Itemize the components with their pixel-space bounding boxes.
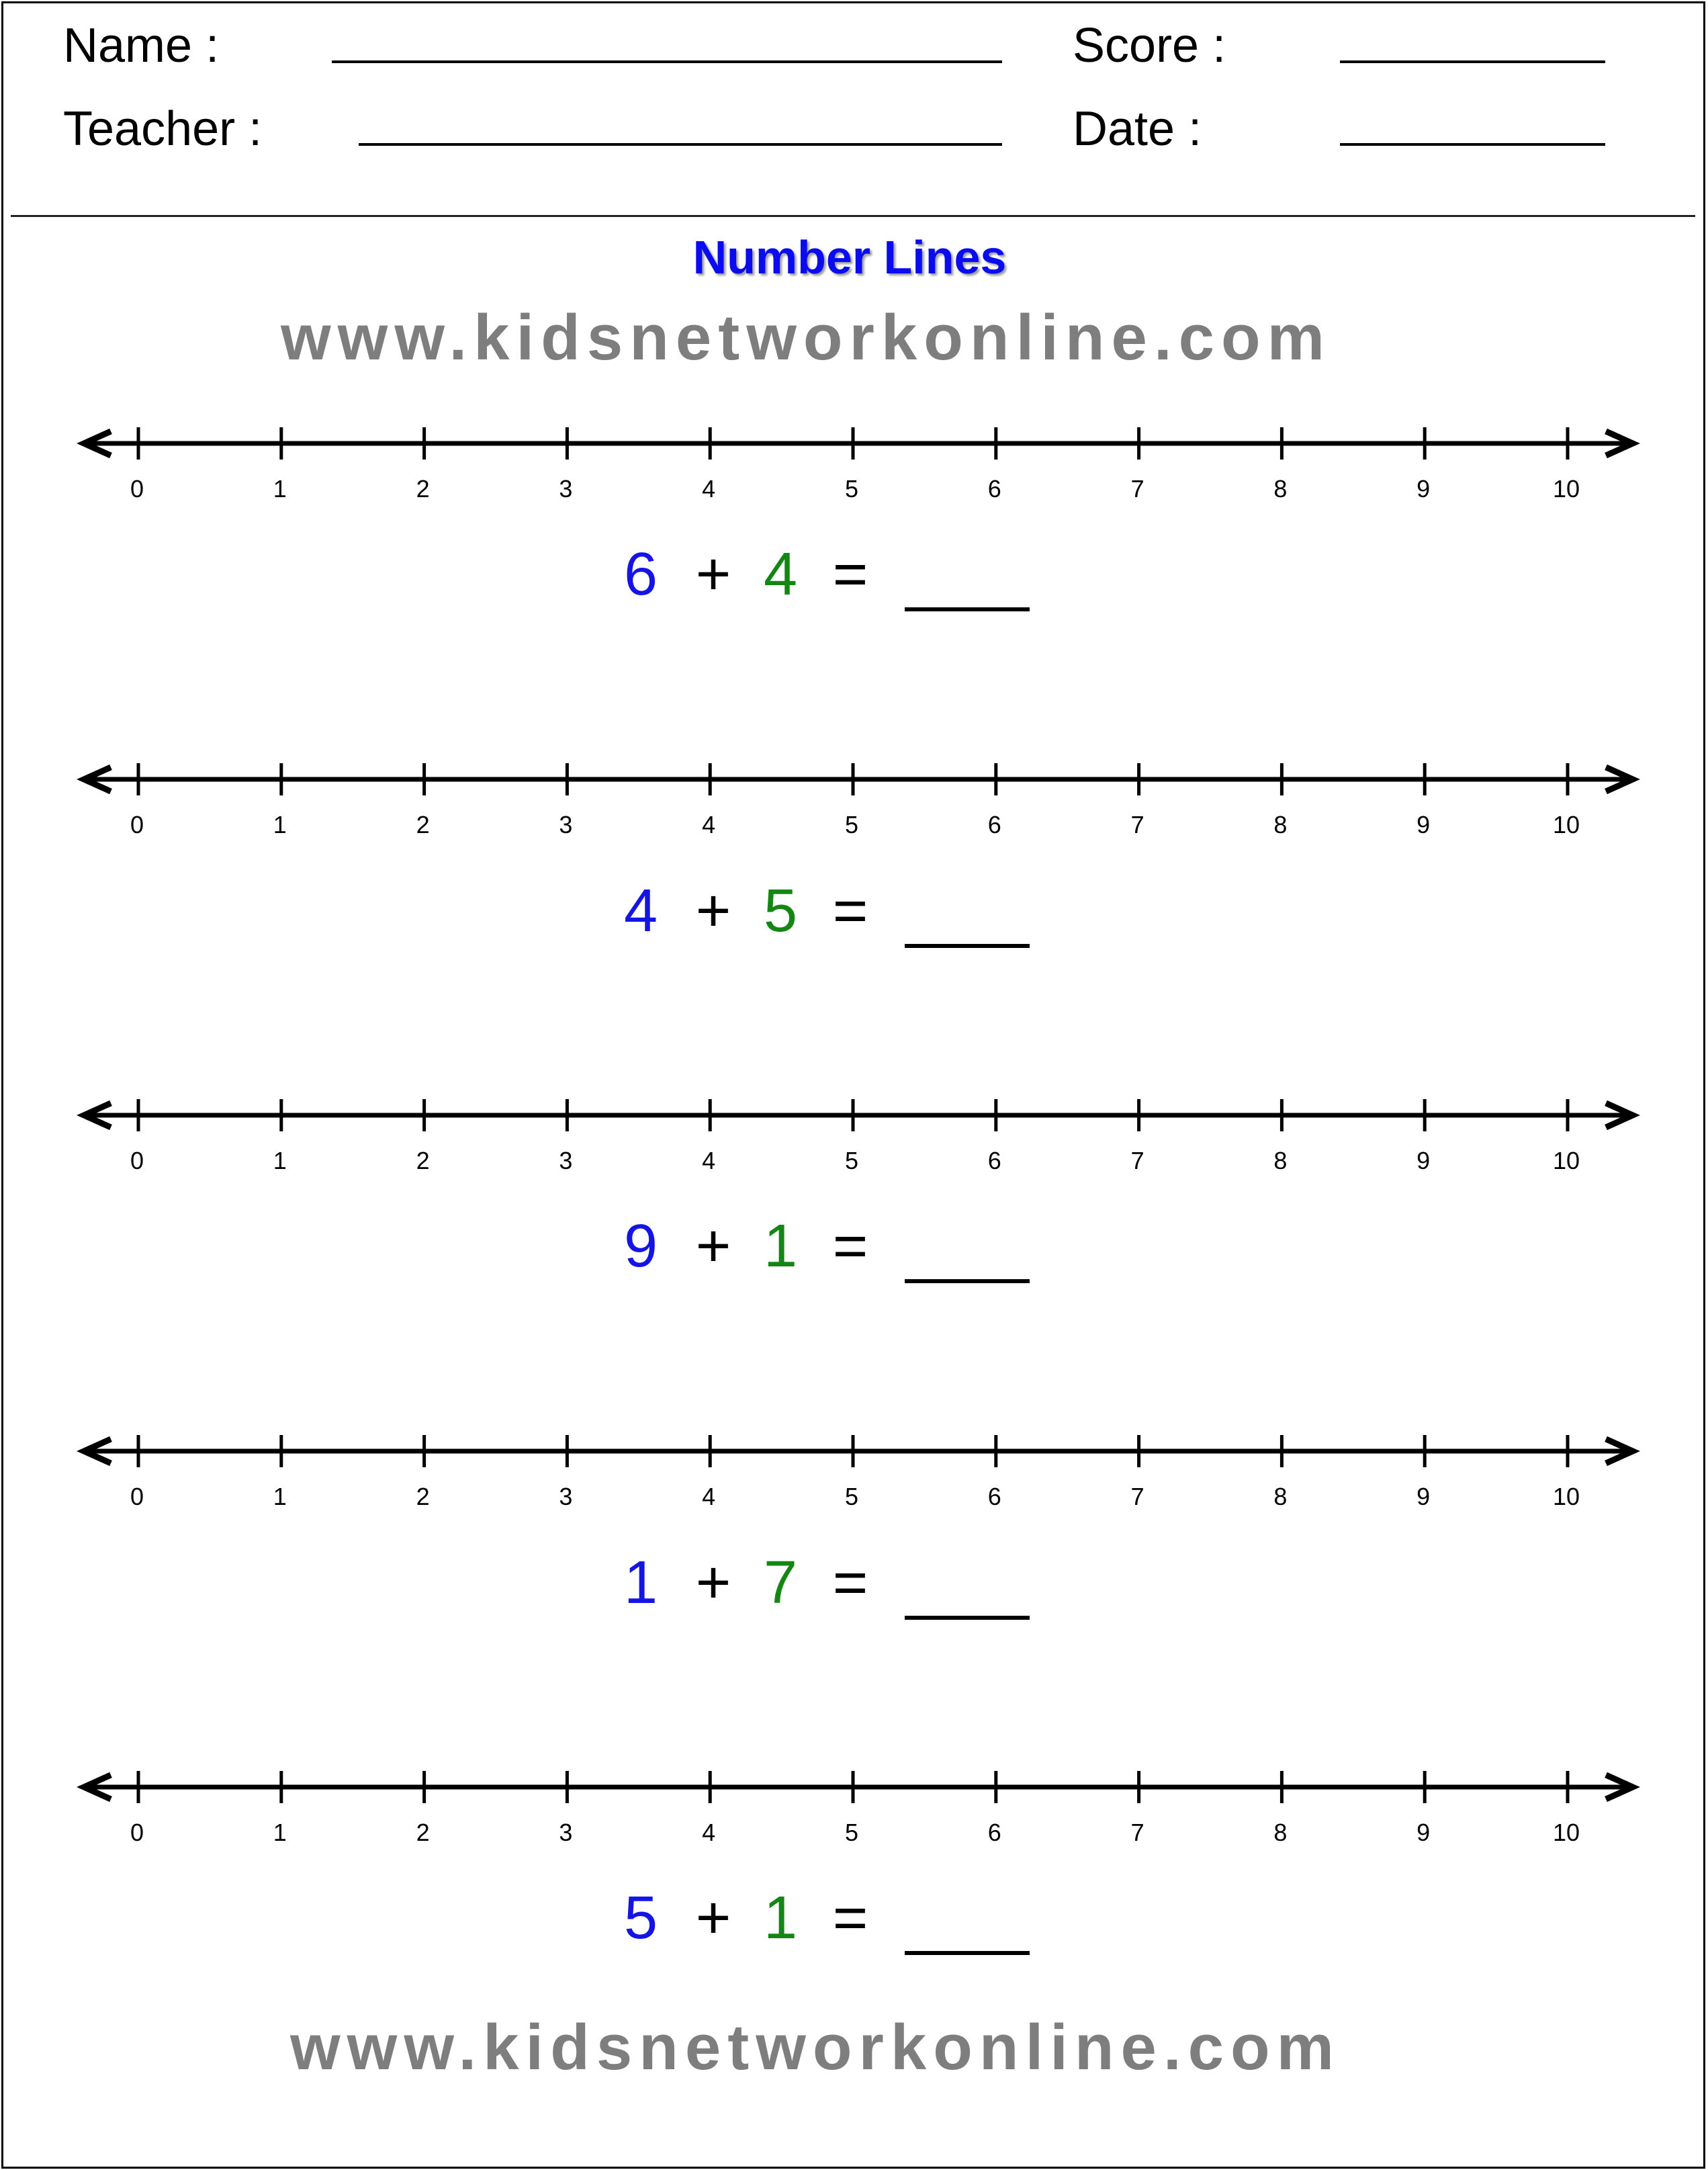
tick-label: 7	[1130, 1819, 1144, 1846]
answer-blank[interactable]	[905, 1616, 1030, 1620]
equals-sign: =	[832, 1213, 868, 1280]
tick-label: 4	[702, 1819, 716, 1846]
tick-label: 2	[416, 475, 430, 503]
tick-label: 0	[130, 811, 144, 838]
addition-problem	[0, 541, 1708, 625]
tick-label: 10	[1552, 1147, 1580, 1174]
tick-label: 0	[130, 1483, 144, 1510]
tick-label: 9	[1417, 1483, 1431, 1510]
tick-label: 1	[273, 1819, 287, 1846]
date-field-line[interactable]	[1340, 143, 1605, 146]
second-addend: 1	[763, 1884, 798, 1952]
first-addend: 9	[623, 1213, 658, 1280]
tick-label: 8	[1273, 1483, 1288, 1510]
tick-label: 3	[559, 1483, 573, 1510]
tick-label: 2	[416, 1819, 430, 1846]
second-addend: 4	[763, 541, 798, 608]
number-line	[0, 1755, 1708, 1846]
tick-label: 0	[130, 475, 144, 503]
first-addend: 4	[623, 877, 658, 945]
answer-blank[interactable]	[905, 607, 1030, 611]
name-field-line[interactable]	[332, 60, 1002, 63]
tick-label: 1	[273, 475, 287, 503]
tick-label: 0	[130, 1819, 144, 1846]
tick-label: 9	[1417, 811, 1431, 838]
tick-label: 6	[987, 1483, 1001, 1510]
score-label: Score :	[1073, 19, 1226, 73]
tick-label: 9	[1417, 475, 1431, 503]
watermark-bottom: www.kidsnetworkonline.com	[290, 2011, 1341, 2083]
tick-label: 7	[1130, 1483, 1144, 1510]
number-line	[0, 747, 1708, 838]
second-addend: 5	[763, 877, 798, 945]
tick-label: 6	[987, 1147, 1001, 1174]
teacher-label: Teacher :	[63, 102, 263, 156]
tick-label: 7	[1130, 475, 1144, 503]
first-addend: 1	[623, 1549, 658, 1616]
tick-label: 7	[1130, 1147, 1144, 1174]
plus-sign: +	[695, 541, 731, 608]
tick-label: 10	[1552, 1483, 1580, 1510]
tick-label: 6	[987, 811, 1001, 838]
tick-label: 4	[702, 475, 716, 503]
tick-label: 1	[273, 1483, 287, 1510]
plus-sign: +	[695, 1884, 731, 1952]
tick-label: 5	[844, 1819, 859, 1846]
equals-sign: =	[832, 1549, 868, 1616]
name-label: Name :	[63, 19, 220, 73]
tick-label: 10	[1552, 475, 1580, 503]
watermark-top: www.kidsnetworkonline.com	[281, 302, 1331, 374]
plus-sign: +	[695, 877, 731, 945]
tick-label: 4	[702, 1147, 716, 1174]
answer-blank[interactable]	[905, 944, 1030, 948]
tick-label: 3	[559, 811, 573, 838]
equals-sign: =	[832, 877, 868, 945]
addition-problem	[0, 1213, 1708, 1297]
date-label: Date :	[1073, 102, 1202, 156]
tick-label: 0	[130, 1147, 144, 1174]
tick-label: 8	[1273, 1147, 1288, 1174]
tick-label: 10	[1552, 811, 1580, 838]
equals-sign: =	[832, 1884, 868, 1952]
number-line	[0, 1419, 1708, 1510]
tick-label: 9	[1417, 1147, 1431, 1174]
tick-label: 9	[1417, 1819, 1431, 1846]
header-divider	[11, 215, 1695, 217]
second-addend: 1	[763, 1213, 798, 1280]
tick-label: 5	[844, 811, 859, 838]
page-title: Number Lines	[692, 231, 1007, 284]
plus-sign: +	[695, 1213, 731, 1280]
tick-label: 2	[416, 1483, 430, 1510]
tick-label: 1	[273, 811, 287, 838]
tick-label: 3	[559, 1147, 573, 1174]
addition-problem	[0, 877, 1708, 961]
tick-label: 8	[1273, 1819, 1288, 1846]
tick-label: 3	[559, 475, 573, 503]
tick-label: 2	[416, 811, 430, 838]
number-line	[0, 411, 1708, 503]
first-addend: 6	[623, 541, 658, 608]
tick-label: 8	[1273, 475, 1288, 503]
tick-label: 5	[844, 1147, 859, 1174]
tick-label: 6	[987, 1819, 1001, 1846]
teacher-field-line[interactable]	[359, 143, 1002, 146]
answer-blank[interactable]	[905, 1951, 1030, 1955]
score-field-line[interactable]	[1340, 60, 1605, 63]
addition-problem	[0, 1884, 1708, 1968]
equals-sign: =	[832, 541, 868, 608]
tick-label: 1	[273, 1147, 287, 1174]
tick-label: 3	[559, 1819, 573, 1846]
addition-problem	[0, 1549, 1708, 1633]
first-addend: 5	[623, 1884, 658, 1952]
tick-label: 4	[702, 811, 716, 838]
tick-label: 10	[1552, 1819, 1580, 1846]
plus-sign: +	[695, 1549, 731, 1616]
tick-label: 7	[1130, 811, 1144, 838]
tick-label: 6	[987, 475, 1001, 503]
tick-label: 5	[844, 475, 859, 503]
number-line	[0, 1083, 1708, 1174]
tick-label: 8	[1273, 811, 1288, 838]
answer-blank[interactable]	[905, 1279, 1030, 1283]
tick-label: 4	[702, 1483, 716, 1510]
tick-label: 2	[416, 1147, 430, 1174]
tick-label: 5	[844, 1483, 859, 1510]
second-addend: 7	[763, 1549, 798, 1616]
